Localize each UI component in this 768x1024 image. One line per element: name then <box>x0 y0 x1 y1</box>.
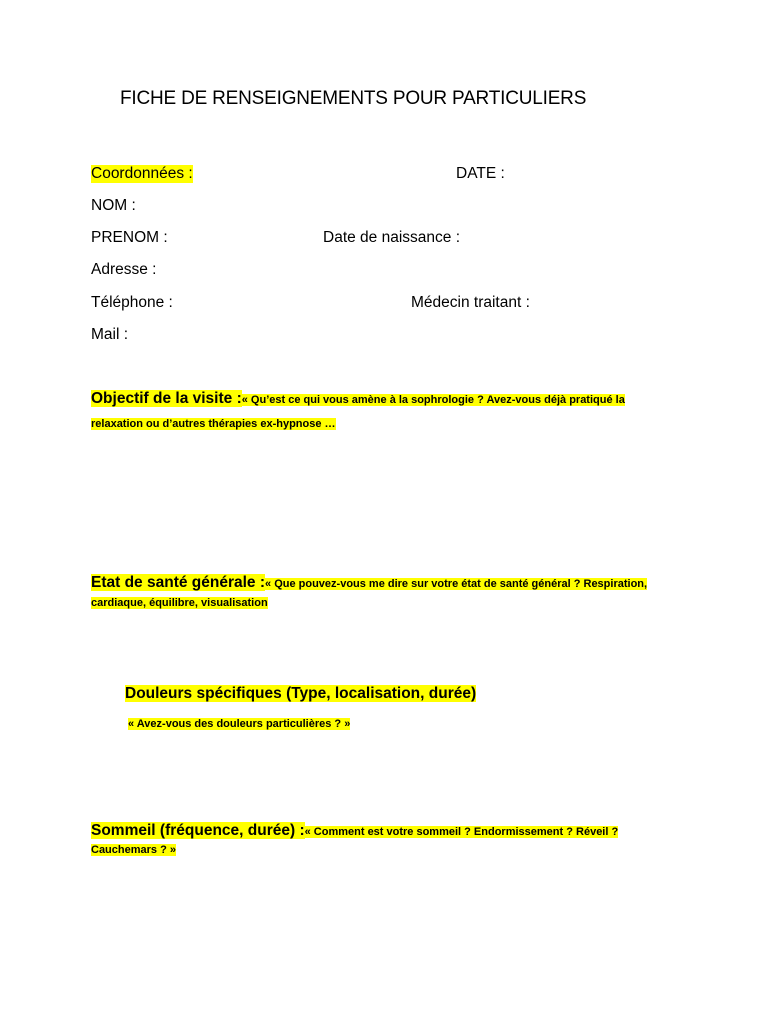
nom-label: NOM : <box>91 197 136 214</box>
adresse-label: Adresse : <box>91 261 157 278</box>
medecin-traitant-label: Médecin traitant : <box>411 294 530 311</box>
mail-label: Mail : <box>91 326 129 343</box>
sante-question-line2: cardiaque, équilibre, visualisation <box>91 597 268 609</box>
objectif-section <box>91 389 625 410</box>
douleurs-heading: Douleurs spécifiques (Type, localisation, durée) <box>125 685 477 702</box>
objectif-heading: Objectif de la visite : <box>91 390 242 407</box>
sante-question-line2-row <box>91 592 268 613</box>
sommeil-question-line2: Cauchemars ? » <box>91 844 176 856</box>
douleurs-heading-row <box>125 684 476 704</box>
objectif-question-line1: « Qu’est ce qui vous amène à la sophrologie ? Avez-vous déjà pratiqué la <box>241 394 625 406</box>
douleurs-question: « Avez-vous des douleurs particulières ? » <box>128 718 351 730</box>
date-naissance-label: Date de naissance : <box>323 229 461 246</box>
objectif-question-line2-row <box>91 413 336 434</box>
douleurs-question-row <box>128 713 350 734</box>
prenom-label: PRENOM : <box>91 229 168 246</box>
sante-question-line1: « Que pouvez-vous me dire sur votre état de santé général ? Respiration, <box>265 578 648 590</box>
document-title: FICHE DE RENSEIGNEMENTS POUR PARTICULIERS <box>120 88 587 109</box>
sante-heading: Etat de santé générale : <box>91 574 266 591</box>
objectif-question-line2: relaxation ou d’autres thérapies ex-hypnose … <box>91 418 336 430</box>
sommeil-question-line1: « Comment est votre sommeil ? Endormissement ? Réveil ? <box>304 826 619 838</box>
sante-section <box>91 573 647 594</box>
date-label: DATE : <box>456 165 505 182</box>
telephone-label: Téléphone : <box>91 294 173 311</box>
sommeil-heading: Sommeil (fréquence, durée) : <box>91 822 305 839</box>
sommeil-question-line2-row <box>91 839 176 860</box>
coordonnees-label: Coordonnées : <box>91 165 193 182</box>
